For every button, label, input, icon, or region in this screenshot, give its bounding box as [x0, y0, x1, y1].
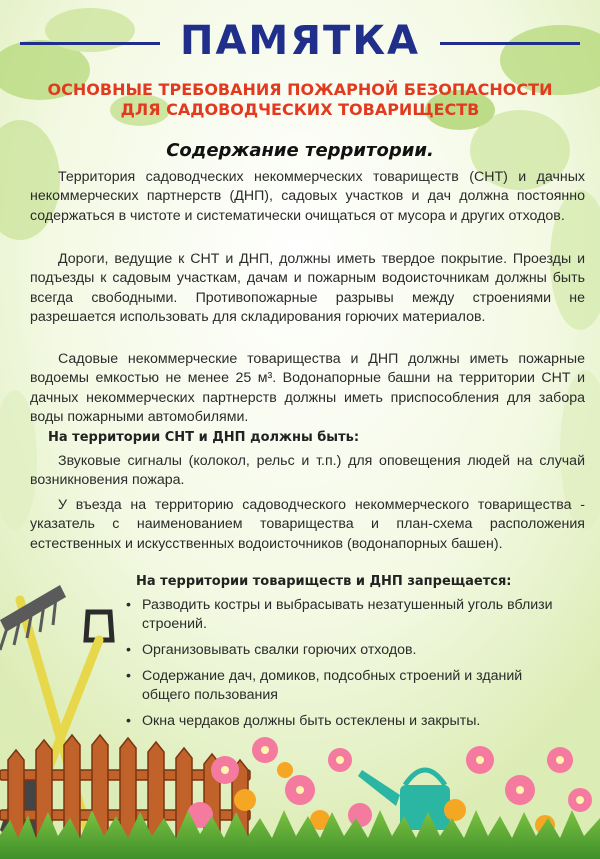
page-title: ПАМЯТКА — [180, 18, 420, 64]
prohibited-list — [124, 596, 564, 738]
list-item — [124, 641, 564, 660]
paragraph-water: Садовые некоммерческие товарищества и ДНП должны иметь пожарные водоемы емкостью не менее 25 м³. Водонапорные башни на территории СНТ и дачных некоммерческих партнерств должны иметь приспособления для забора воды пожарными автомобилями. — [30, 351, 585, 425]
bullet: • — [126, 597, 131, 613]
list-item-text: Организовывать свалки горючих отходов. — [142, 642, 417, 658]
must-have-heading: На территории СНТ и ДНП должны быть: — [48, 430, 360, 445]
page-subtitle — [10, 80, 590, 120]
bullet: • — [126, 668, 131, 684]
list-item — [124, 712, 564, 731]
list-item-text: Разводить костры и выбрасывать незатушенный уголь вблизи строений. — [142, 597, 553, 632]
prohibited-heading: На территории товариществ и ДНП запрещается: — [136, 574, 512, 589]
list-item-text: Окна чердаков должны быть остеклены и закрыты. — [142, 713, 481, 729]
list-item — [124, 667, 564, 705]
list-item-text: Содержание дач, домиков, подсобных строений и зданий общего пользования — [142, 668, 523, 703]
bullet: • — [126, 642, 131, 658]
bullet: • — [126, 713, 131, 729]
paragraph-territory: Территория садоводческих некоммерческих товариществ (СНТ) и дачных некоммерческих партнерств (ДНП), садовых участков и дач должна постоянно содержаться в чистоте и систематически очищаться от мусора и других отходов. — [30, 169, 585, 224]
paragraph-entrance-sign: У въезда на территорию садоводческого некоммерческого товарищества - указатель с наименованием товарищества и план-схема расположения естественных и искусственных водоисточников (водонапорных башен). — [30, 497, 585, 552]
list-item — [124, 596, 564, 634]
paragraph-sound-signals: Звуковые сигналы (колокол, рельс и т.п.) для оповещения людей на случай возникновения пожара. — [30, 453, 585, 489]
paragraph-roads: Дороги, ведущие к СНТ и ДНП, должны иметь твердое покрытие. Проезды и подъезды к садовым участкам, дачам и пожарным водоисточникам должны быть всегда свободными. Противопожарные разрывы между строениями не разрешается использовать для складирования горючих материалов. — [30, 251, 585, 325]
subtitle-line-2: ДЛЯ САДОВОДЧЕСКИХ ТОВАРИЩЕСТВ — [120, 100, 480, 119]
subtitle-line-1: ОСНОВНЫЕ ТРЕБОВАНИЯ ПОЖАРНОЙ БЕЗОПАСНОСТИ — [47, 80, 553, 99]
section-title: Содержание территории. — [166, 140, 434, 161]
